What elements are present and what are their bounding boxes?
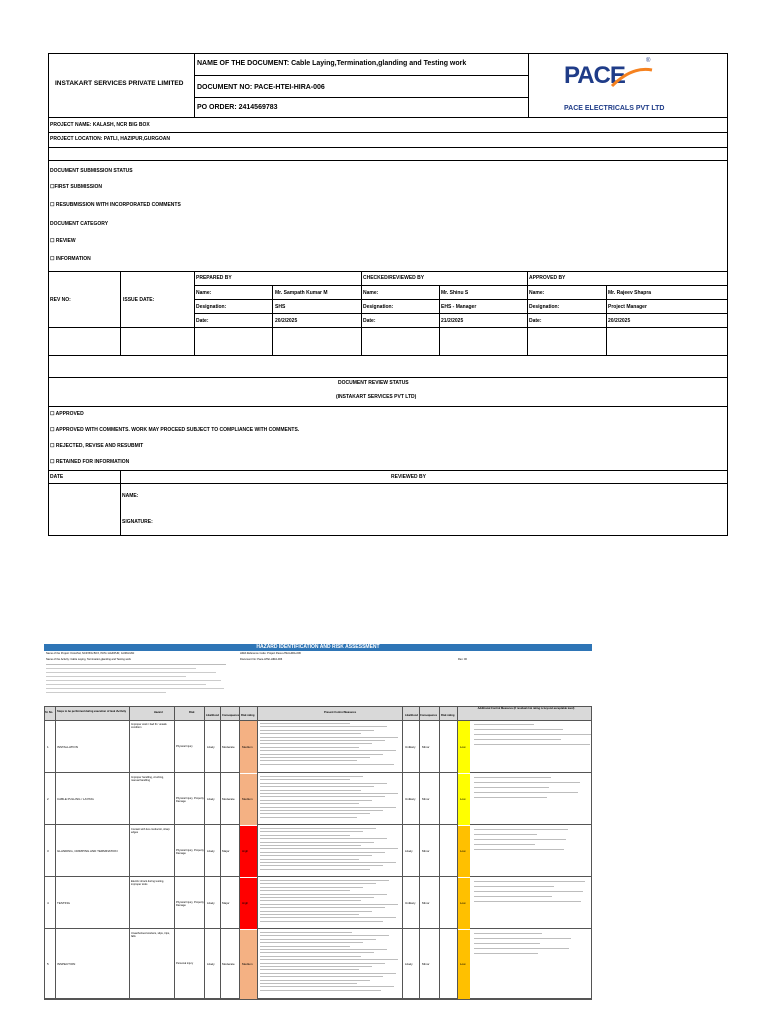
col-sno: Sl. No. [45, 711, 54, 714]
additional-text-line [474, 777, 551, 778]
additional-text-line [474, 901, 581, 902]
control-text-line [260, 807, 396, 808]
control-text-line [260, 887, 363, 888]
issue-date-label: ISSUE DATE: [123, 297, 155, 303]
control-text-line [260, 817, 357, 818]
hira-activity-name: Name of the Activity: Cable Laying, Termination,glanding and Testing work [46, 658, 131, 661]
row-risk: Physical Injury, Property Damage [176, 797, 204, 804]
prepared-name: Mr. Sampath Kumar M [275, 290, 328, 296]
grid-line [727, 53, 728, 536]
col-residual-consequence: Consequence [420, 714, 438, 717]
control-text-line [260, 865, 383, 866]
first-submission-checkbox[interactable]: ☐FIRST SUBMISSION [50, 184, 102, 190]
hira-reference-code: HIRA Reference Code: Project Pace-HTEI-HIRA-006 [240, 652, 301, 655]
grid-line [48, 327, 728, 328]
prepared-date: 20/2/2025 [275, 318, 298, 324]
prepared-designation-label: Designation: [196, 304, 227, 310]
row-residual-consequence: Minor [422, 744, 430, 749]
row-residual-risk-rating: Low [460, 797, 466, 801]
control-text-line [260, 959, 398, 960]
control-text-line [260, 835, 350, 836]
additional-text-line [474, 792, 578, 793]
control-text-line [260, 790, 361, 791]
reviewer-name-label: NAME: [122, 493, 139, 499]
control-text-line [260, 966, 372, 967]
row-residual-risk-rating: Low [460, 744, 466, 749]
row-risk-rating: Medium [242, 962, 253, 966]
additional-text-line [474, 953, 538, 954]
control-text-line [260, 764, 394, 765]
row-likelihood: Likely [207, 962, 215, 966]
col-steps: Steps to be performed during execution of task /Activity [57, 710, 127, 713]
logo-swoosh-icon [610, 64, 654, 90]
control-text-line [260, 897, 374, 898]
grid-line [361, 271, 362, 356]
control-text-line [260, 942, 363, 943]
grid-line [527, 271, 528, 356]
hira-document-number: Document No: Pace-HTEI-HIRA-006 [240, 658, 283, 661]
row-residual-likelihood: Unlikely [405, 901, 416, 905]
row-residual-risk-rating: Low [460, 901, 466, 905]
row-hazard: Improper handling, crushing, manual handling [131, 776, 164, 783]
approved-designation-label: Designation: [529, 304, 560, 310]
grid-line [48, 377, 728, 378]
row-number: 1 [47, 744, 49, 749]
control-text-line [260, 831, 363, 832]
approved-with-comments-checkbox[interactable]: ☐ APPROVED WITH COMMENTS. WORK MAY PROCEED SUBJECT TO COMPLIANCE WITH COMMENTS. [50, 427, 300, 433]
row-number: 5 [47, 962, 49, 966]
control-text-line [260, 894, 387, 895]
additional-text-line [474, 734, 592, 735]
control-text-line [260, 740, 385, 741]
prepared-name-label: Name: [196, 290, 212, 296]
checked-designation-label: Designation: [363, 304, 394, 310]
col-likelihood: Likelihood [206, 714, 219, 717]
control-text-line [260, 803, 359, 804]
control-text-line [260, 776, 363, 777]
row-risk: Physical Injury, Property Damage [176, 901, 204, 908]
control-text-line [260, 800, 372, 801]
checked-designation: EHS - Manager [441, 304, 477, 310]
reviewer-signature-label: SIGNATURE: [122, 519, 153, 525]
approved-designation: Project Manager [608, 304, 647, 310]
grid-line [194, 313, 728, 314]
control-text-line [260, 921, 383, 922]
document-number: DOCUMENT NO: PACE-HTEI-HIRA-006 [197, 84, 325, 91]
hira-title-bar [44, 644, 592, 651]
control-text-line [260, 883, 376, 884]
grid-line [48, 470, 728, 471]
review-checkbox[interactable]: ☐ REVIEW [50, 238, 76, 244]
control-text-line [260, 730, 374, 731]
rejected-checkbox[interactable]: ☐ REJECTED, REVISE AND RESUBMIT [50, 443, 144, 449]
control-text-line [260, 880, 389, 881]
control-text-line [260, 813, 370, 814]
hira-project-name: Name of the Project: KALASH, NCR BIG BOX, PATLI HAZIPUR, GURGOAN [46, 652, 135, 655]
logo-subtitle: PACE ELECTRICALS PVT LTD [564, 105, 665, 112]
row-likelihood: Likely [207, 797, 215, 801]
row-likelihood: Likely [207, 744, 215, 749]
control-text-line [260, 862, 396, 863]
control-text-line [260, 980, 370, 981]
row-residual-risk-rating: Low [460, 849, 466, 853]
checked-by-label: CHECKED/REVIEWED BY [363, 275, 425, 281]
prepared-by-label: PREPARED BY [196, 275, 232, 281]
control-text-line [260, 828, 376, 829]
row-risk-rating: Medium [242, 797, 253, 801]
project-location: PROJECT LOCATION: PATLI, HAZIPUR,GURGOAN [50, 136, 170, 142]
approved-date: 20/2/2025 [608, 318, 631, 324]
review-status-title: DOCUMENT REVIEW STATUS [338, 380, 409, 386]
control-text-line [260, 760, 357, 761]
control-text-line [260, 838, 387, 839]
row-step: GLANDING, CRIMPING AND TERMINATION [57, 849, 118, 853]
control-text-line [260, 907, 385, 908]
control-text-line [260, 932, 352, 933]
control-text-line [260, 900, 361, 901]
grid-line [606, 285, 607, 356]
row-hazard: Contact with live conductor, sharp edges [131, 828, 170, 835]
checked-name-label: Name: [363, 290, 379, 296]
reviewed-by-label: REVIEWED BY [391, 474, 427, 480]
additional-text-line [474, 891, 583, 892]
control-text-line [260, 796, 385, 797]
additional-text-line [474, 797, 547, 798]
additional-text-line [474, 896, 552, 897]
additional-text-line [474, 881, 585, 882]
control-text-line [260, 737, 398, 738]
row-risk-rating: High [242, 901, 249, 905]
information-checkbox[interactable]: ☐ INFORMATION [50, 256, 91, 262]
control-text-line [260, 969, 359, 970]
grid-line [194, 299, 728, 300]
col-additional: Additional Control Measures (if residual risk rating is beyond acceptable level) [477, 707, 575, 710]
row-step: CABLE PULLING / LAYING [57, 797, 94, 801]
grid-line [194, 97, 528, 98]
document-category-title: DOCUMENT CATEGORY [50, 221, 109, 227]
checked-date-label: Date: [363, 318, 376, 324]
additional-text-line [474, 787, 549, 788]
row-residual-consequence: Minor [422, 849, 430, 853]
grid-line [120, 271, 121, 356]
control-text-line [260, 810, 383, 811]
row-risk-rating: High [242, 849, 249, 853]
document-name: NAME OF THE DOCUMENT: Cable Laying,Termination,glanding and Testing work [197, 60, 467, 67]
control-text-line [260, 869, 370, 870]
resubmission-checkbox[interactable]: ☐ RESUBMISSION WITH INCORPORATED COMMENTS [50, 202, 181, 208]
submission-status-title: DOCUMENT SUBMISSION STATUS [50, 168, 133, 174]
additional-text-line [474, 739, 561, 740]
approved-checkbox[interactable]: ☐ APPROVED [50, 411, 84, 417]
grid-line [120, 470, 121, 536]
control-text-line [260, 990, 381, 991]
grid-line [194, 53, 195, 118]
control-text-line [260, 848, 398, 849]
control-text-line [260, 842, 374, 843]
row-likelihood: Likely [207, 901, 215, 905]
col-risk-rating: Risk rating [241, 714, 255, 717]
row-residual-likelihood: Likely [405, 962, 413, 966]
approved-name: Mr. Rajeev Shapra [608, 290, 652, 296]
po-order: PO ORDER: 2414569783 [197, 104, 278, 111]
control-text-line [260, 983, 357, 984]
control-text-line [260, 973, 396, 974]
row-number: 2 [47, 797, 49, 801]
row-residual-likelihood: Likely [405, 849, 413, 853]
row-hazard: Improper work / bad fit / unsafe condition [131, 723, 167, 730]
control-text-line [260, 914, 359, 915]
grid-line [48, 355, 728, 356]
control-text-line [260, 733, 361, 734]
additional-text-line [474, 948, 569, 949]
control-text-line [260, 904, 398, 905]
date-label: DATE [50, 474, 64, 480]
row-hazard: Unauthorised workers, slips, trips, falls [131, 932, 170, 939]
row-step: INSTALLATION [57, 744, 78, 749]
prepared-designation: SHS [275, 304, 286, 310]
control-text-line [260, 747, 359, 748]
prepared-date-label: Date: [196, 318, 209, 324]
row-consequence: Moderate [222, 744, 235, 749]
row-risk: Personal injury [176, 962, 194, 965]
col-hazard: Hazard [154, 711, 163, 714]
row-residual-consequence: Minor [422, 797, 430, 801]
control-text-line [260, 952, 374, 953]
row-step: TESTING [57, 901, 71, 905]
control-text-line [260, 855, 372, 856]
row-hazard: Electric shock during testing, improper tools [131, 880, 165, 887]
hira-scope-notes [46, 664, 226, 700]
grid-line [439, 285, 440, 356]
control-text-line [260, 793, 398, 794]
row-residual-likelihood: Unlikely [405, 797, 416, 801]
additional-text-line [474, 724, 534, 725]
hira-title: HAZARD IDENTIFICATION AND RISK ASSESSMENT [256, 644, 380, 650]
control-text-line [260, 935, 389, 936]
additional-text-line [474, 829, 568, 830]
grid-line [528, 53, 529, 118]
control-text-line [260, 939, 376, 940]
pace-logo [560, 58, 670, 116]
grid-line [48, 406, 728, 407]
control-text-line [260, 845, 361, 846]
control-text-line [260, 956, 361, 957]
review-organization: (INSTAKART SERVICES PVT LTD) [336, 394, 417, 400]
grid-line [272, 285, 273, 356]
control-text-line [260, 963, 385, 964]
project-name: PROJECT NAME: KALASH, NCR BIG BOX [50, 122, 150, 128]
additional-text-line [474, 886, 554, 887]
registered-icon: ® [646, 58, 651, 64]
control-text-line [260, 754, 383, 755]
row-number: 4 [47, 901, 49, 905]
control-text-line [260, 986, 394, 987]
row-likelihood: Likely [207, 849, 215, 853]
row-risk-rating: Medium [242, 744, 253, 749]
row-consequence: Major [222, 849, 230, 853]
additional-text-line [474, 933, 542, 934]
approved-date-label: Date: [529, 318, 542, 324]
grid-line [48, 271, 728, 272]
grid-line [48, 160, 728, 161]
grid-line [48, 147, 728, 148]
logo-text: PACE [564, 62, 625, 89]
rev-no-label: REV NO: [50, 297, 71, 303]
control-text-line [260, 946, 350, 947]
control-text-line [260, 949, 387, 950]
additional-text-line [474, 849, 564, 850]
row-residual-risk-rating: Low [460, 962, 466, 966]
grid-line [48, 53, 728, 54]
row-consequence: Moderate [222, 962, 235, 966]
col-consequence: Consequence [222, 714, 240, 717]
additional-text-line [474, 938, 571, 939]
grid-line [48, 535, 728, 536]
grid-line [48, 132, 728, 133]
approved-by-label: APPROVED BY [529, 275, 566, 281]
grid-line [48, 117, 728, 118]
control-text-line [260, 852, 385, 853]
grid-line [48, 53, 49, 536]
col-residual-risk-rating: Risk rating [441, 714, 455, 717]
approved-name-label: Name: [529, 290, 545, 296]
row-residual-consequence: Minor [422, 962, 430, 966]
col-residual-likelihood: Likelihood [405, 714, 418, 717]
control-text-line [260, 911, 372, 912]
additional-text-line [474, 844, 535, 845]
retained-checkbox[interactable]: ☐ RETAINED FOR INFORMATION [50, 459, 130, 465]
row-number: 3 [47, 849, 49, 853]
additional-text-line [474, 943, 540, 944]
hira-sheet [44, 644, 592, 1000]
additional-text-line [474, 744, 590, 745]
control-text-line [260, 726, 387, 727]
control-text-line [260, 917, 396, 918]
additional-text-line [474, 834, 537, 835]
control-text-line [260, 757, 370, 758]
company-name: INSTAKART SERVICES PRIVATE LIMITED [55, 80, 184, 87]
row-risk: Physical Injury [176, 744, 193, 748]
control-text-line [260, 779, 350, 780]
control-text-line [260, 890, 350, 891]
control-text-line [260, 723, 350, 724]
control-text-line [260, 743, 372, 744]
col-risk: Risk [189, 711, 195, 714]
control-text-line [260, 786, 374, 787]
grid-line [48, 483, 728, 484]
checked-date: 21/2/2025 [441, 318, 464, 324]
additional-text-line [474, 839, 566, 840]
row-residual-consequence: Minor [422, 901, 430, 905]
control-text-line [260, 859, 359, 860]
control-text-line [260, 976, 383, 977]
additional-text-line [474, 729, 563, 730]
row-step: INSPECTION [57, 962, 76, 966]
row-residual-likelihood: Unlikely [405, 744, 416, 749]
additional-text-line [474, 782, 580, 783]
row-risk: Physical Injury, Property Damage [176, 849, 204, 856]
row-consequence: Moderate [222, 797, 235, 801]
checked-name: Mr. Shinu S [441, 290, 469, 296]
col-controls: Present Control Measures [324, 711, 357, 714]
grid-line [194, 75, 528, 76]
control-text-line [260, 750, 396, 751]
hira-revision: Rev: 00 [458, 658, 467, 661]
control-text-line [260, 783, 387, 784]
grid-line [194, 285, 728, 286]
grid-line [194, 271, 195, 356]
row-consequence: Major [222, 901, 230, 905]
